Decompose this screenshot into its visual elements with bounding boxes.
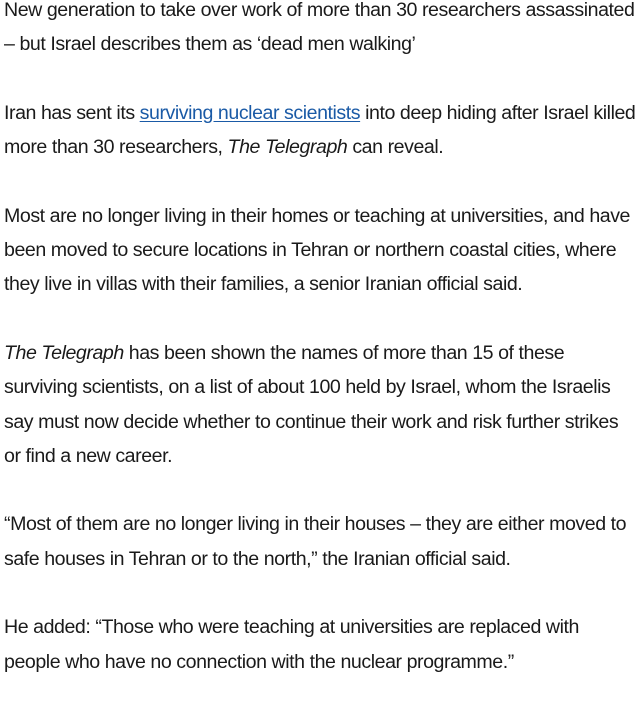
- standfirst-paragraph: [4, 0, 638, 62]
- paragraph-relocation-text: Most are no longer living in their homes or teaching at universities, and have been moved to secure locations in Tehran or northern coastal cities, where they live in villas with their families, a senior Iranian official said.: [4, 204, 631, 296]
- paragraph-lead-text-start: Iran has sent its: [4, 101, 140, 124]
- publication-name: The Telegraph: [227, 136, 348, 159]
- standfirst-text: New generation to take over work of more than 30 researchers assassinated – but Israel describes them as ‘dead men walking’: [4, 0, 635, 56]
- paragraph-lead-text-middle: into deep hiding after Israel killed more than 30 researchers,: [4, 101, 636, 159]
- publication-name: The Telegraph: [4, 341, 124, 364]
- surviving-nuclear-scientists-link[interactable]: surviving nuclear scientists: [139, 101, 361, 124]
- paragraph-replacement-quote: [4, 610, 638, 679]
- paragraph-replacement-quote-text: He added: “Those who were teaching at universities are replaced with people who have no connection with the nuclear programme.”: [4, 616, 579, 673]
- paragraph-lead: [4, 96, 638, 165]
- paragraph-official-quote-text: “Most of them are no longer living in their houses – they are either moved to safe houses in Tehran or to the north,” the Iranian official said.: [4, 513, 627, 570]
- paragraph-official-quote: [4, 507, 638, 576]
- paragraph-lead-text-end: can reveal.: [347, 136, 444, 159]
- paragraph-names-list-text: has been shown the names of more than 15 of these surviving scientists, on a list of about 100 held by Israel, whom the Israelis say must now decide whether to continue their work and risk further strikes or find a new career.: [4, 341, 619, 467]
- paragraph-relocation: [4, 199, 638, 302]
- article-body: [4, 0, 638, 713]
- paragraph-names-list: [4, 336, 638, 473]
